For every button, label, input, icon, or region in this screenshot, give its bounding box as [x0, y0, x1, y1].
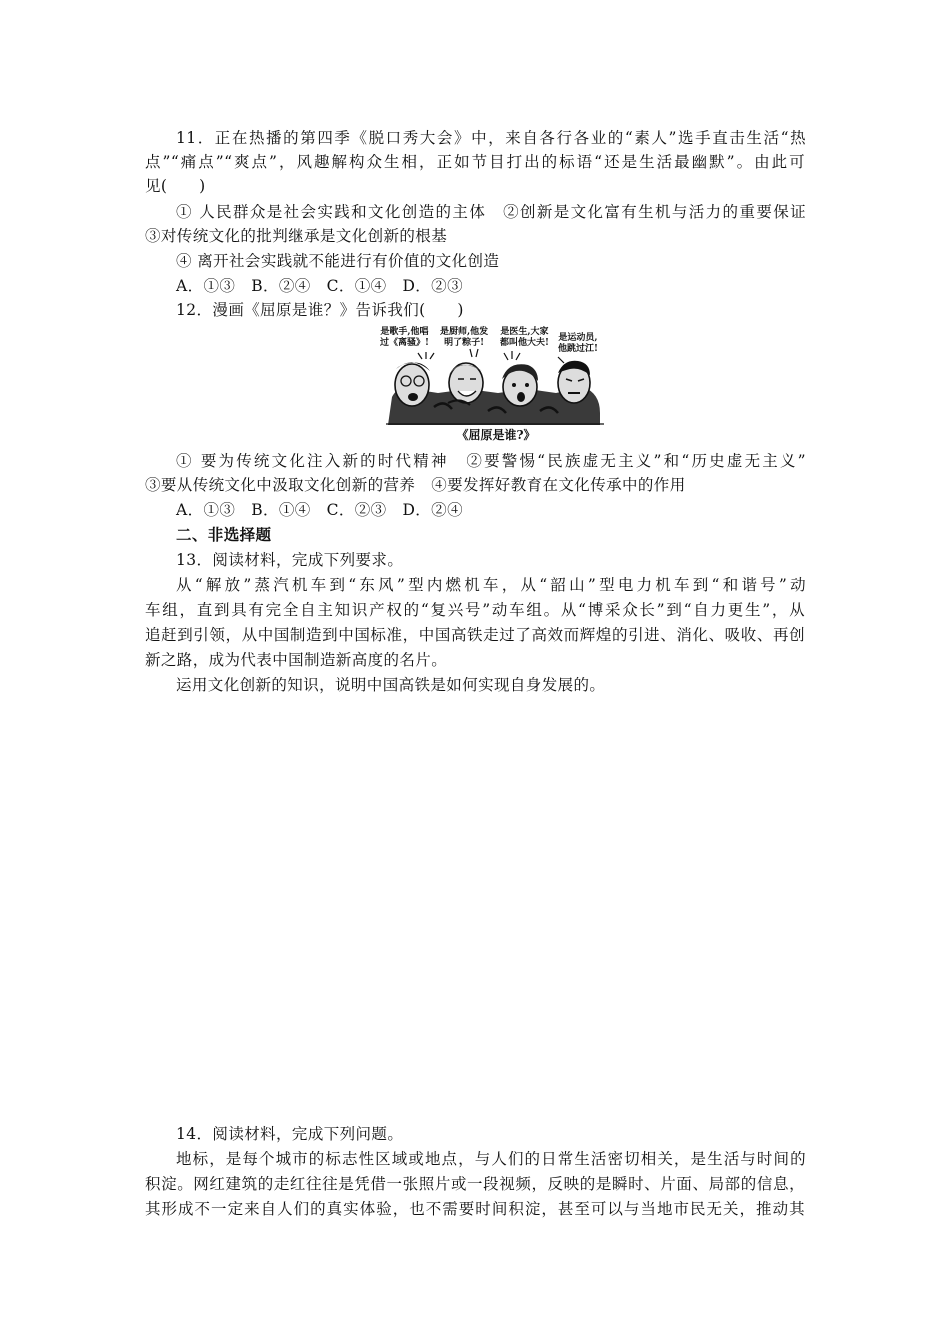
q14-stem: 14．阅读材料，完成下列问题。	[176, 1125, 404, 1143]
q12-options-1-2: ① 要为传统文化注入新的时代精神 ②要警惕“民族虚无主义”和“历史虚无主义”	[176, 452, 806, 470]
q11-option-4: ④ 离开社会实践就不能进行有价值的文化创造	[176, 252, 500, 270]
q11-stem-line1: 11．正在热播的第四季《脱口秀大会》中，来自各行各业的“素人”选手直击生活“热	[176, 129, 806, 147]
q11-answer-choices: A．①③ B．②④ C．①④ D．②③	[176, 277, 463, 295]
q11-option-3: ③对传统文化的批判继承是文化创新的根基	[145, 227, 448, 245]
q14-material-line3: 其形成不一定来自人们的真实体验，也不需要时间积淀，甚至可以与当地市民无关，推动其	[145, 1200, 805, 1218]
q13-material-line2: 车组，直到具有完全自主知识产权的“复兴号”动车组。从“博采众长”到“自力更生”，从	[145, 601, 805, 619]
section-heading-non-choice: 二、非选择题	[176, 525, 272, 544]
cartoon-bubble-doctor: 是医生,大家 都叫他大夫!	[500, 327, 549, 348]
q11-stem-line3: 见( )	[145, 177, 206, 195]
q14-material-line2: 积淀。网红建筑的走红往往是凭借一张照片或一段视频，反映的是瞬时、片面、局部的信息，	[145, 1175, 805, 1193]
cartoon-bubble-singer: 是歌手,他唱 过《离骚》!	[380, 327, 429, 348]
cartoon-bubble-athlete: 是运动员, 他跳过江!	[558, 333, 598, 354]
q13-material-line4: 新之路，成为代表中国制造新高度的名片。	[145, 651, 448, 669]
quyuan-cartoon	[378, 327, 614, 425]
q14-material-line1: 地标，是每个城市的标志性区域或地点，与人们的日常生活密切相关，是生活与时间的	[176, 1150, 806, 1168]
q12-stem: 12．漫画《屈原是谁？》告诉我们( )	[176, 301, 464, 319]
cartoon-bubble-chef: 是厨师,他发 明了粽子!	[440, 327, 489, 348]
q11-stem-line2: 点”“痛点”“爽点”，风趣解构众生相，正如节目打出的标语“还是生活最幽默”。由此可	[145, 153, 805, 171]
q13-material-line1: 从“解放”蒸汽机车到“东风”型内燃机车，从“韶山”型电力机车到“和谐号”动	[176, 576, 806, 594]
q12-answer-choices: A．①③ B．①④ C．②③ D．②④	[176, 501, 463, 519]
q13-stem: 13．阅读材料，完成下列要求。	[176, 551, 404, 569]
q12-options-3-4: ③要从传统文化中汲取文化创新的营养 ④要发挥好教育在文化传承中的作用	[145, 476, 686, 494]
cartoon-drawing	[378, 327, 614, 425]
cartoon-caption: 《屈原是谁?》	[456, 428, 536, 442]
q11-options-1-2: ① 人民群众是社会实践和文化创造的主体 ②创新是文化富有生机与活力的重要保证	[176, 203, 806, 221]
q13-task: 运用文化创新的知识，说明中国高铁是如何实现自身发展的。	[176, 676, 606, 694]
q13-material-line3: 追赶到引领，从中国制造到中国标准，中国高铁走过了高效而辉煌的引进、消化、吸收、再创	[145, 626, 805, 644]
